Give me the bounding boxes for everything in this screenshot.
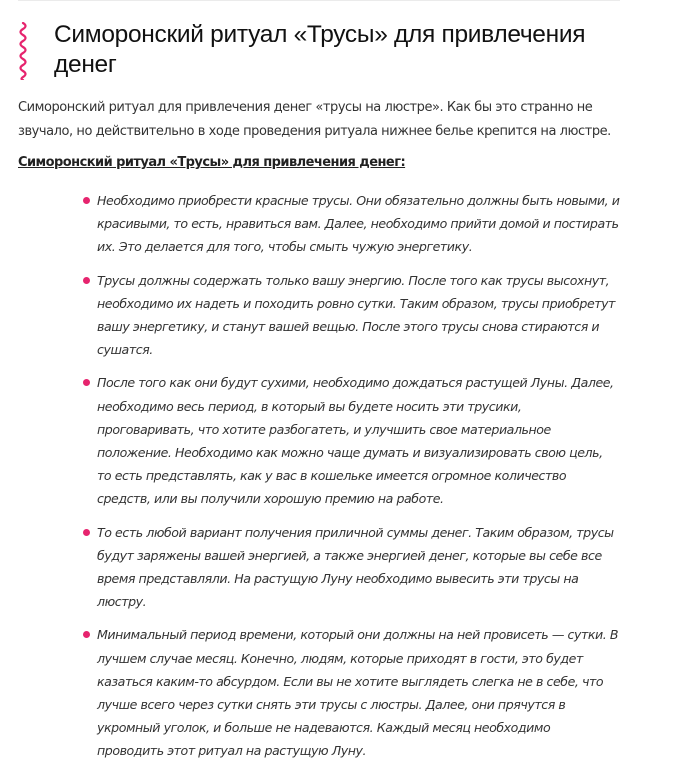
bullet-dot-icon (83, 379, 90, 386)
list-item-text: То есть любой вариант получения приличной суммы денег. Таким образом, трусы будут заряжены вашей энергией, а также энергией денег, которые вы себе все время представляли. На растущую Луну необходимо вывесить эти трусы на люстру. (97, 524, 614, 610)
bullet-dot-icon (83, 197, 90, 204)
list-item-text: Минимальный период времени, который они должны на ней провисеть — сутки. В лучшем случае месяц. Конечно, людям, которые приходят в гости, это будет казаться каким-то абсурдом. Если вы не хотите выглядеть слегка не в себе, что лучше всего через сутки снять эти трусы с люстры. Далее, они прячутся в укромный уголок, и больше не надеваются. Каждый месяц необходимо проводить этот ритуал на растущую Луну. (97, 627, 619, 759)
intro-paragraph: Симоронский ритуал для привлечения денег «трусы на люстре». Как бы это странно не звучало, но действительно в ходе проведения ритуала нижнее белье крепится на люстре. (18, 100, 611, 139)
list-item (80, 189, 620, 259)
list-item (80, 521, 620, 614)
bullet-dot-icon (83, 529, 90, 536)
article-header (14, 20, 614, 82)
list-item-text: Необходимо приобрести красные трусы. Они обязательно должны быть новыми, и красивыми, то есть, нравиться вам. Далее, необходимо прийти домой и постирать их. Это делается для того, чтобы смыть чужую энергетику. (97, 193, 620, 255)
ritual-steps-list (80, 189, 620, 773)
section-subheading: Симоронский ритуал «Трусы» для привлечения денег: (18, 155, 406, 170)
wavy-line-icon (16, 22, 30, 80)
bullet-dot-icon (83, 631, 90, 638)
top-divider (18, 0, 620, 1)
list-item-text: Трусы должны содержать только вашу энергию. После того как трусы высохнут, необходимо их надеть и походить ровно сутки. Таким образом, трусы приобретут вашу энергетику, и станут вашей вещью. После этого трусы снова стираются и сушатся. (97, 272, 616, 358)
bullet-dot-icon (83, 277, 90, 284)
list-item-text: После того как они будут сухими, необходимо дождаться растущей Луны. Далее, необходимо весь период, в который вы будете носить эти трусики, проговаривать, что хотите разбогатеть, и улучшить свое материальное положение. Необходимо как можно чаще думать и визуализировать свою цель, то есть представлять, как у вас в кошельке имеется огромное количество средств, или вы получили хорошую премию на работе. (97, 375, 614, 507)
list-item (80, 623, 620, 762)
list-item (80, 371, 620, 510)
page-title: Симоронский ритуал «Трусы» для привлечения денег (54, 21, 586, 78)
list-item (80, 269, 620, 362)
